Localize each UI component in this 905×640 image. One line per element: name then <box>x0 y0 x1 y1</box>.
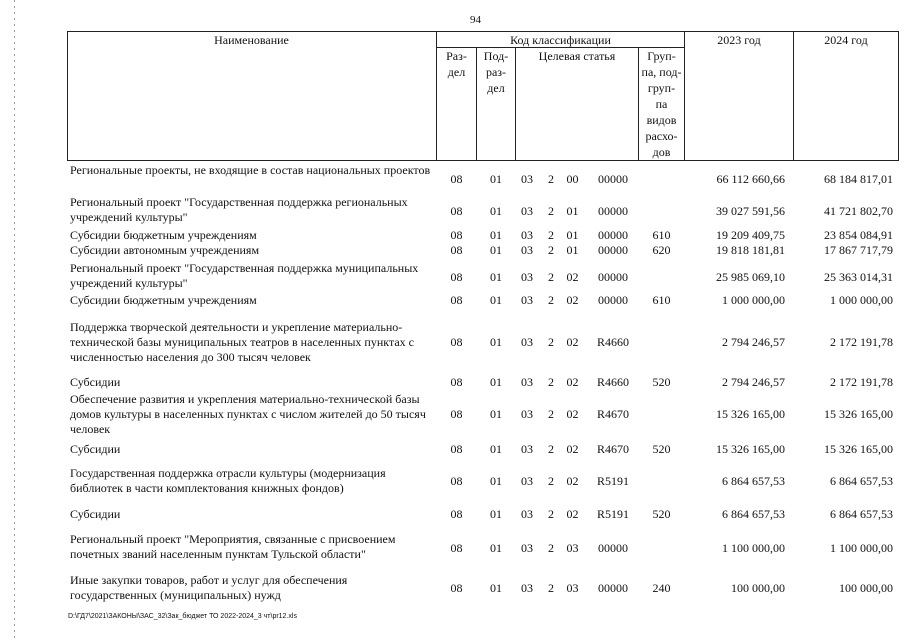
cell-target-1: 03 <box>521 507 533 521</box>
cell-razdel: 08 <box>450 541 463 555</box>
cell-target-2: 2 <box>548 474 554 488</box>
cell-razdel: 08 <box>450 507 463 521</box>
cell-target-1: 03 <box>521 581 533 595</box>
cell-target-1: 03 <box>521 270 533 284</box>
row-name: Субсидии <box>70 442 121 456</box>
cell-target-4: R4670 <box>596 442 629 456</box>
cell-2024: 23 854 084,91 <box>824 228 893 242</box>
cell-2024: 1 000 000,00 <box>830 293 893 307</box>
cell-target-1: 03 <box>521 407 533 421</box>
cell-target-4: 00000 <box>598 228 628 242</box>
cell-target-4: 00000 <box>598 541 628 555</box>
row-name: Субсидии автономным учреждениям <box>70 243 260 257</box>
header-razdel: Раз- дел <box>446 49 467 79</box>
cell-target-3: 00 <box>566 172 579 186</box>
cell-razdel: 08 <box>450 581 463 595</box>
cell-2024: 2 172 191,78 <box>830 375 893 389</box>
row-name: Региональные проекты, не входящие в состав национальных проектов <box>70 163 431 177</box>
cell-target-3: 02 <box>566 474 579 488</box>
cell-target-1: 03 <box>521 204 533 218</box>
cell-target-3: 02 <box>566 375 579 389</box>
cell-target-2: 2 <box>548 172 554 186</box>
cell-target-1: 03 <box>521 172 533 186</box>
cell-razdel: 08 <box>450 442 463 456</box>
cell-target-2: 2 <box>548 335 554 349</box>
cell-group: 620 <box>652 243 671 257</box>
row-name: Субсидии бюджетным учреждениям <box>70 293 257 307</box>
cell-podrazdel: 01 <box>490 293 502 307</box>
cell-podrazdel: 01 <box>490 474 502 488</box>
page-number: 94 <box>470 14 481 26</box>
cell-target-1: 03 <box>521 335 533 349</box>
cell-target-1: 03 <box>521 541 533 555</box>
cell-group: 240 <box>652 581 671 595</box>
header-2024: 2024 год <box>824 33 868 47</box>
cell-target-1: 03 <box>521 293 533 307</box>
row-name: Субсидии <box>70 375 121 389</box>
row-name: Региональный проект "Государственная поддержка муниципальных учреждений культуры" <box>70 261 419 290</box>
cell-razdel: 08 <box>450 243 463 257</box>
cell-target-4: 00000 <box>598 204 628 218</box>
cell-2023: 15 326 165,00 <box>716 407 785 421</box>
cell-2023: 1 000 000,00 <box>722 293 785 307</box>
cell-target-2: 2 <box>548 270 554 284</box>
cell-2024: 68 184 817,01 <box>824 172 893 186</box>
cell-target-3: 02 <box>566 407 579 421</box>
cell-podrazdel: 01 <box>490 204 502 218</box>
cell-target-3: 02 <box>566 507 579 521</box>
cell-target-2: 2 <box>548 507 554 521</box>
cell-target-2: 2 <box>548 375 554 389</box>
cell-2023: 15 326 165,00 <box>716 442 785 456</box>
cell-2023: 2 794 246,57 <box>722 335 785 349</box>
row-name: Поддержка творческой деятельности и укрепление материально-технической базы муниципальных театров в населенных пунктах с численностью населения до 300 тысяч человек <box>70 320 414 364</box>
cell-razdel: 08 <box>450 407 463 421</box>
cell-target-4: R4670 <box>596 407 629 421</box>
cell-2024: 1 100 000,00 <box>830 541 893 555</box>
cell-podrazdel: 01 <box>490 335 502 349</box>
cell-target-3: 01 <box>566 243 579 257</box>
cell-group: 520 <box>652 442 671 456</box>
cell-podrazdel: 01 <box>490 375 502 389</box>
row-name: Региональный проект "Государственная поддержка региональных учреждений культуры" <box>70 195 408 224</box>
cell-target-4: R4660 <box>596 375 629 389</box>
cell-target-2: 2 <box>548 228 554 242</box>
cell-target-4: R5191 <box>596 474 629 488</box>
cell-target-4: R4660 <box>596 335 629 349</box>
cell-target-3: 02 <box>566 293 579 307</box>
cell-2023: 6 864 657,53 <box>722 474 785 488</box>
cell-razdel: 08 <box>450 335 463 349</box>
cell-2023: 39 027 591,56 <box>716 204 785 218</box>
cell-2024: 17 867 717,79 <box>824 243 893 257</box>
table-header <box>67 31 899 161</box>
cell-razdel: 08 <box>450 474 463 488</box>
cell-target-4: 00000 <box>598 172 628 186</box>
cell-target-1: 03 <box>521 243 533 257</box>
cell-target-4: 00000 <box>598 270 628 284</box>
cell-target-4: 00000 <box>598 293 628 307</box>
cell-podrazdel: 01 <box>490 407 502 421</box>
row-name: Субсидии <box>70 507 121 521</box>
cell-2024: 41 721 802,70 <box>824 204 893 218</box>
cell-podrazdel: 01 <box>490 270 502 284</box>
cell-podrazdel: 01 <box>490 507 502 521</box>
cell-podrazdel: 01 <box>490 442 502 456</box>
cell-2023: 19 209 409,75 <box>716 228 785 242</box>
header-name: Наименование <box>214 33 289 47</box>
cell-2024: 15 326 165,00 <box>824 442 893 456</box>
cell-target-2: 2 <box>548 293 554 307</box>
cell-target-4: 00000 <box>598 243 628 257</box>
cell-target-3: 02 <box>566 335 579 349</box>
cell-target-1: 03 <box>521 228 533 242</box>
row-name: Региональный проект "Мероприятия, связанные с присвоением почетных званий населенным пунктам Тульской области" <box>70 532 396 561</box>
cell-razdel: 08 <box>450 270 463 284</box>
cell-razdel: 08 <box>450 204 463 218</box>
cell-podrazdel: 01 <box>490 243 502 257</box>
row-name: Субсидии бюджетным учреждениям <box>70 228 257 242</box>
cell-target-2: 2 <box>548 541 554 555</box>
cell-2023: 1 100 000,00 <box>722 541 785 555</box>
header-group: Груп- па, под- груп- па видов расхо- дов <box>641 49 682 159</box>
header-target: Целевая статья <box>538 49 616 63</box>
cell-2024: 25 363 014,31 <box>824 270 893 284</box>
cell-2023: 66 112 660,66 <box>716 172 785 186</box>
cell-2023: 19 818 181,81 <box>716 243 785 257</box>
cell-podrazdel: 01 <box>490 172 502 186</box>
cell-target-2: 2 <box>548 243 554 257</box>
cell-podrazdel: 01 <box>490 228 502 242</box>
cell-2024: 2 172 191,78 <box>830 335 893 349</box>
header-2023: 2023 год <box>717 33 761 47</box>
cell-target-4: R5191 <box>596 507 629 521</box>
cell-target-3: 01 <box>566 228 579 242</box>
cell-group: 610 <box>652 228 671 242</box>
row-name: Государственная поддержка отрасли культуры (модернизация библиотек в части комплектования книжных фондов) <box>70 466 386 495</box>
cell-razdel: 08 <box>450 228 463 242</box>
cell-target-1: 03 <box>521 442 533 456</box>
cell-2024: 15 326 165,00 <box>824 407 893 421</box>
cell-group: 520 <box>652 375 671 389</box>
cell-2023: 2 794 246,57 <box>722 375 785 389</box>
cell-target-1: 03 <box>521 474 533 488</box>
cell-razdel: 08 <box>450 172 463 186</box>
cell-target-3: 02 <box>566 442 579 456</box>
cell-2023: 6 864 657,53 <box>722 507 785 521</box>
cell-razdel: 08 <box>450 375 463 389</box>
page-gutter <box>14 0 15 640</box>
cell-target-3: 01 <box>566 204 579 218</box>
cell-target-3: 03 <box>566 581 579 595</box>
cell-group: 610 <box>652 293 671 307</box>
cell-target-4: 00000 <box>598 581 628 595</box>
header-podrazdel: Под- раз- дел <box>483 49 509 95</box>
cell-podrazdel: 01 <box>490 541 502 555</box>
header-code-group: Код классификации <box>510 33 611 47</box>
cell-target-3: 03 <box>566 541 579 555</box>
cell-2023: 25 985 069,10 <box>716 270 785 284</box>
cell-2024: 6 864 657,53 <box>830 507 893 521</box>
cell-target-2: 2 <box>548 204 554 218</box>
cell-2024: 6 864 657,53 <box>830 474 893 488</box>
row-name: Иные закупки товаров, работ и услуг для обеспечения государственных (муниципальных) нужд <box>70 573 348 602</box>
cell-2024: 100 000,00 <box>839 581 893 595</box>
cell-podrazdel: 01 <box>490 581 502 595</box>
row-name: Обеспечение развития и укрепления материально-технической базы домов культуры в населенных пунктах с числом жителей до 50 тысяч человек <box>70 392 426 436</box>
cell-target-1: 03 <box>521 375 533 389</box>
cell-target-3: 02 <box>566 270 579 284</box>
file-path-footer: D:\ГД7\2021\ЗАКОНЫ\ЗАС_32\Зак_бюджет ТО 2022-2024_3 чт\pr12.xls <box>68 613 297 620</box>
cell-group: 520 <box>652 507 671 521</box>
cell-target-2: 2 <box>548 581 554 595</box>
cell-razdel: 08 <box>450 293 463 307</box>
cell-target-2: 2 <box>548 442 554 456</box>
cell-target-2: 2 <box>548 407 554 421</box>
cell-2023: 100 000,00 <box>731 581 785 595</box>
